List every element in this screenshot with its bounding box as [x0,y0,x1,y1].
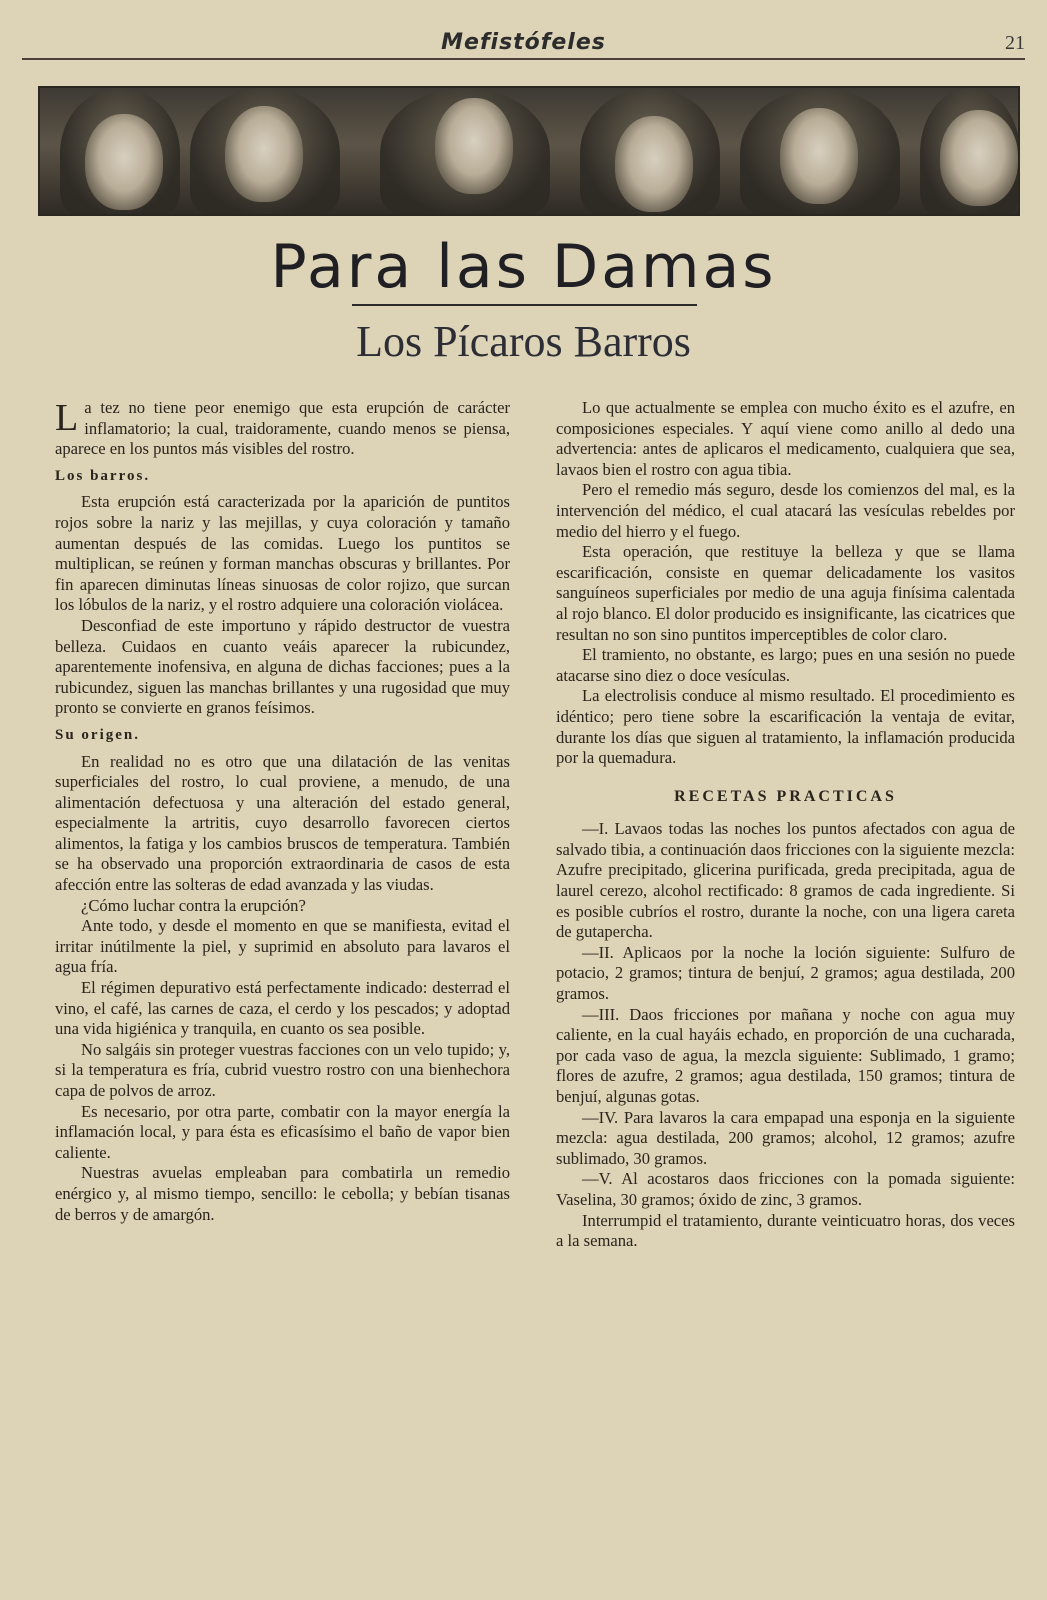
article-paragraph: No salgáis sin proteger vuestras facciones con un velo tupido; y, si la temperatura es fría, cubrid vuestro rostro con una bienhechora capa de polvos de arroz. [55,1039,510,1100]
masthead [0,30,1047,60]
right-column [556,398,1015,1252]
article-paragraph: Esta erupción está caracterizada por la aparición de puntitos rojos sobre la nariz y las mejillas, y cuya coloración y tamaño aumentan después de las comidas. Luego los puntitos se multiplican, se reúnen y forman manchas obscuras y brillantes. Por fin aparecen diminutas líneas sinuosas de color rojizo, que surcan los lóbulos de la nariz, y el rostro adquiere una coloración violácea. [55,492,510,615]
article-paragraph: ¿Cómo luchar contra la erupción? [81,895,306,915]
page-number: 21 [1005,32,1025,54]
article-paragraph: La tez no tiene peor enemigo que esta erupción de carácter inflamatorio; la cual, traidoramente, cuando menos se piensa, aparece en los puntos más visibles del rostro. [55,397,510,459]
heading-divider [352,304,697,306]
article-paragraph: Ante todo, y desde el momento en que se manifiesta, evitad el irritar inútilmente la piel, y suprimid en absoluto para lavaros el agua fría. [55,916,510,977]
article-paragraph: —V. Al acostaros daos fricciones con la pomada siguiente: Vaselina, 30 gramos; óxido de zinc, 3 gramos. [556,1169,1015,1209]
article-paragraph: La electrolisis conduce al mismo resultado. El procedimiento es idéntico; pero tiene sobre la escarificación la ventaja de evitar, durante los días que siguen al tratamiento, la inflamación producida por la quemadura. [556,686,1015,768]
magazine-title: Mefistófeles [441,30,606,55]
recipes-heading: RECETAS PRACTICAS [674,787,897,805]
article-paragraph: —I. Lavaos todas las noches los puntos afectados con agua de salvado tibia, a continuación daos fricciones con la siguiente mezcla: Azufre precipitado, glicerina purificada, greda precipitada, agua de laurel cerezo, alcohol rectificado: 8 gramos de cada ingrediente. Si es posible cubríos el rostro, durante la noche, con una ligera careta de gutapercha. [556,819,1015,942]
article-paragraph: —III. Daos fricciones por mañana y noche con agua muy caliente, en la cual hayáis echado, en proporción de una cucharada, por cada vaso de agua, la mezcla siguiente: Sublimado, 1 gramo; flores de azufre, 2 gramos; agua destilada, 150 gramos; tintura de benjuí, algunas gotas. [556,1004,1015,1106]
article-subheading: Los Pícaros Barros [356,317,691,366]
section-heading: Los barros. [55,467,151,484]
article-heading: Para las Damas [270,232,777,302]
article-paragraph: Lo que actualmente se emplea con mucho éxito es el azufre, en composiciones especiales. Y aquí viene como anillo al dedo una advertencia: antes de aplicaros el medicamento, cualquiera que sea, lavaos bien el rostro con agua tibia. [556,398,1015,479]
section-heading: Su origen. [55,726,141,743]
article-paragraph: —IV. Para lavaros la cara empapad una esponja en la siguiente mezcla: agua destilada, 200 gramos; alcohol, 12 gramos; azufre sublimado, 30 gramos. [556,1107,1015,1168]
article-paragraph: Pero el remedio más seguro, desde los comienzos del mal, es la intervención del médico, el cual atacará las vesículas rebeldes por medio del hierro y el fuego. [556,480,1015,541]
article-paragraph: El régimen depurativo está perfectamente indicado: desterrad el vino, el café, las carnes de caza, el cerdo y los pescados; y adoptad una vida higiénica y tranquila, en cuanto os sea posible. [55,978,510,1039]
header-rule [22,58,1025,60]
left-column [55,398,510,1225]
article-paragraph: Interrumpid el tratamiento, durante veinticuatro horas, dos veces a la semana. [556,1210,1015,1251]
article-paragraph: Esta operación, que restituye la belleza y que se llama escarificación, consiste en quemar delicadamente los vasitos sanguíneos superficiales por medio de una aguja finísima calentada al rojo blanco. El dolor producido es insignificante, las cicatrices que resultan no son sino puntitos imperceptibles de color claro. [556,542,1015,644]
portrait-banner-icon [38,86,1020,216]
article-paragraph: Es necesario, por otra parte, combatir con la mayor energía la inflamación local, y para ésta es eficasísimo el baño de vapor bien caliente. [55,1101,510,1162]
article-paragraph: Nuestras avuelas empleaban para combatirla un remedio enérgico y, al mismo tiempo, sencillo: le cebolla; y bebían tisanas de berros y de amargón. [55,1163,510,1224]
article-paragraph: El tramiento, no obstante, es largo; pues en una sesión no puede atacarse sino diez o doce vesículas. [556,645,1015,685]
article-paragraph: Desconfiad de este importuno y rápido destructor de vuestra belleza. Cuidaos en cuanto veáis aparecer la rubicundez, aparentemente inofensiva, en alguna de dichas facciones; pues a la rubicundez, siguen las manchas brillantes y una rugosidad que muy pronto se convierte en granos feísimos. [55,615,510,718]
article-paragraph: En realidad no es otro que una dilatación de las venitas superficiales del rostro, lo cual proviene, a menudo, de una alimentación defectuosa y una alteración del estado general, especialmente la artritis, cuyo desarrollo favorecen ciertos alimentos, la fatiga y los cambios bruscos de temperatura. También se ha observado una proporción extraordinaria de casos de esta afección entre las solteras de edad avanzada y las viudas. [55,751,510,895]
article-paragraph: —II. Aplicaos por la noche la loción siguiente: Sulfuro de potacio, 2 gramos; tintura de benjuí, 2 gramos; agua destilada, 200 gramos. [556,942,1015,1004]
